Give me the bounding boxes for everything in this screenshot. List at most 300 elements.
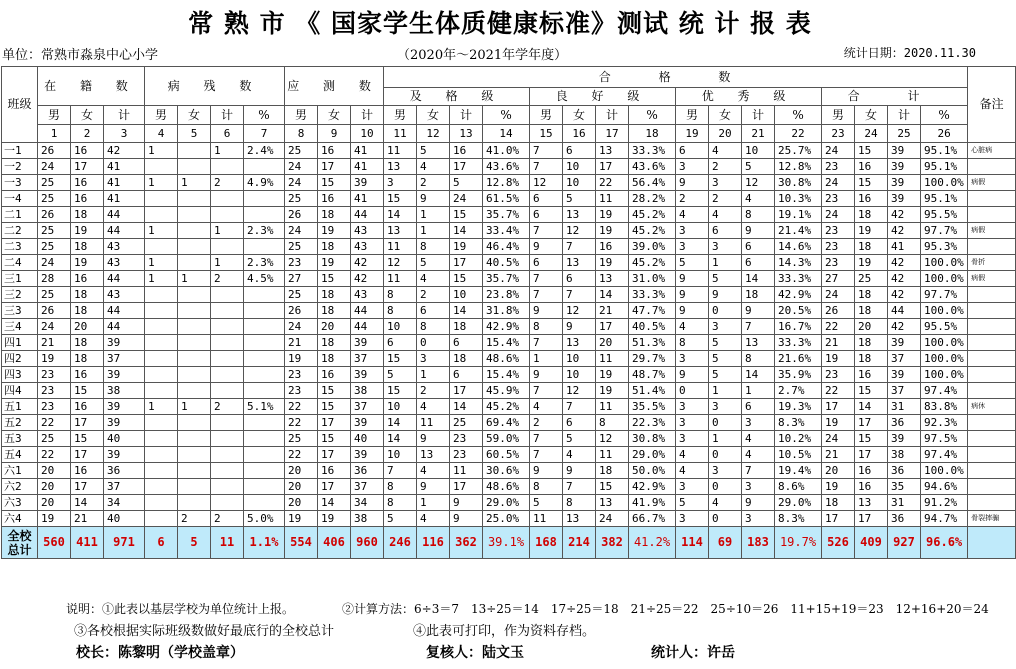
- total-cell: 927: [888, 527, 921, 559]
- table-cell: 1: [709, 383, 742, 399]
- class-name: 六1: [2, 463, 38, 479]
- table-cell: 22: [285, 399, 318, 415]
- subheader-sum: 计: [450, 106, 483, 125]
- remark-cell: [968, 303, 1016, 319]
- table-cell: 5: [676, 495, 709, 511]
- table-cell: [211, 383, 244, 399]
- table-cell: 7: [530, 159, 563, 175]
- header-good-level: 良 好 级: [530, 88, 676, 106]
- table-cell: 15: [855, 175, 888, 191]
- subheader-male: 男: [676, 106, 709, 125]
- table-cell: 24: [822, 175, 855, 191]
- table-cell: 8: [417, 319, 450, 335]
- table-cell: 6: [530, 255, 563, 271]
- table-cell: 40.5%: [629, 319, 676, 335]
- table-cell: 19: [450, 239, 483, 255]
- table-row: [2, 255, 1016, 271]
- table-cell: 37: [104, 479, 145, 495]
- column-number: 22: [775, 125, 822, 143]
- table-cell: 10: [450, 287, 483, 303]
- column-number: 12: [417, 125, 450, 143]
- table-cell: 41: [888, 239, 921, 255]
- table-cell: 39: [351, 175, 384, 191]
- total-cell: 1.1%: [244, 527, 285, 559]
- remark-cell: [968, 367, 1016, 383]
- class-name: 一3: [2, 175, 38, 191]
- table-cell: 1: [178, 399, 211, 415]
- total-cell: 69: [709, 527, 742, 559]
- table-cell: [244, 431, 285, 447]
- table-cell: [145, 239, 178, 255]
- table-cell: 92.3%: [921, 415, 968, 431]
- table-cell: 17: [822, 399, 855, 415]
- table-cell: 24: [38, 159, 71, 175]
- table-cell: 16: [71, 175, 104, 191]
- table-row: [2, 415, 1016, 431]
- table-cell: 15: [318, 431, 351, 447]
- table-cell: 1: [709, 431, 742, 447]
- table-cell: 16: [855, 159, 888, 175]
- table-cell: [244, 287, 285, 303]
- table-cell: 14: [742, 367, 775, 383]
- table-cell: 7: [742, 463, 775, 479]
- table-cell: 3: [709, 175, 742, 191]
- table-cell: 23: [822, 159, 855, 175]
- table-cell: [178, 351, 211, 367]
- table-cell: 10: [563, 175, 596, 191]
- table-cell: 6: [563, 271, 596, 287]
- column-number: 25: [888, 125, 921, 143]
- table-cell: [211, 479, 244, 495]
- column-number: 5: [178, 125, 211, 143]
- table-cell: 6: [563, 415, 596, 431]
- table-cell: 2.7%: [775, 383, 822, 399]
- table-cell: 1: [417, 207, 450, 223]
- table-cell: 42: [888, 255, 921, 271]
- table-cell: 16: [318, 367, 351, 383]
- table-cell: [244, 191, 285, 207]
- subheader-female: 女: [178, 106, 211, 125]
- subheader-pct: %: [775, 106, 822, 125]
- table-cell: 4: [676, 319, 709, 335]
- table-cell: 18: [318, 239, 351, 255]
- table-cell: 21.6%: [775, 351, 822, 367]
- table-cell: 5: [709, 367, 742, 383]
- class-name: 四4: [2, 383, 38, 399]
- class-name: 二2: [2, 223, 38, 239]
- table-cell: 31.8%: [483, 303, 530, 319]
- table-cell: 1: [742, 383, 775, 399]
- table-cell: 8: [563, 495, 596, 511]
- table-cell: 9: [563, 319, 596, 335]
- table-cell: 18: [855, 239, 888, 255]
- remark-cell: [968, 239, 1016, 255]
- table-cell: 9: [563, 463, 596, 479]
- total-cell: 5: [178, 527, 211, 559]
- column-number: 9: [318, 125, 351, 143]
- table-cell: 43: [104, 255, 145, 271]
- table-cell: 41: [104, 159, 145, 175]
- table-cell: 6: [450, 367, 483, 383]
- table-cell: 24: [822, 207, 855, 223]
- table-cell: 8: [676, 335, 709, 351]
- table-cell: 22: [38, 415, 71, 431]
- table-cell: 83.8%: [921, 399, 968, 415]
- table-cell: 23: [450, 447, 483, 463]
- table-cell: 2: [709, 191, 742, 207]
- column-number: 14: [483, 125, 530, 143]
- table-cell: 23.8%: [483, 287, 530, 303]
- table-row: [2, 159, 1016, 175]
- table-cell: 24: [450, 191, 483, 207]
- table-cell: 51.4%: [629, 383, 676, 399]
- table-cell: 4.9%: [244, 175, 285, 191]
- table-cell: [145, 447, 178, 463]
- table-cell: 1: [417, 495, 450, 511]
- table-cell: 27: [822, 271, 855, 287]
- class-name: 三3: [2, 303, 38, 319]
- remark-cell: 病假: [968, 223, 1016, 239]
- table-cell: 18: [71, 335, 104, 351]
- table-cell: 13: [563, 255, 596, 271]
- table-cell: 16: [71, 143, 104, 159]
- table-cell: 97.5%: [921, 431, 968, 447]
- table-cell: 19: [318, 511, 351, 527]
- table-cell: 22: [822, 319, 855, 335]
- table-cell: 1: [530, 351, 563, 367]
- table-cell: 7: [530, 447, 563, 463]
- class-name: 四1: [2, 335, 38, 351]
- total-cell: 39.1%: [483, 527, 530, 559]
- column-number: 3: [104, 125, 145, 143]
- table-cell: 9: [676, 303, 709, 319]
- class-name: 二3: [2, 239, 38, 255]
- column-number: 15: [530, 125, 563, 143]
- table-cell: 9: [742, 495, 775, 511]
- header-qualified: 合 格 数: [384, 67, 968, 88]
- table-cell: 37: [351, 351, 384, 367]
- table-cell: 3: [676, 431, 709, 447]
- subheader-male: 男: [285, 106, 318, 125]
- table-cell: 14: [318, 495, 351, 511]
- table-cell: 8.3%: [775, 415, 822, 431]
- column-number: 16: [563, 125, 596, 143]
- table-cell: 5: [676, 255, 709, 271]
- table-cell: [145, 495, 178, 511]
- table-cell: 26: [38, 143, 71, 159]
- table-cell: 26: [822, 303, 855, 319]
- table-cell: 7: [530, 383, 563, 399]
- table-cell: 2.3%: [244, 223, 285, 239]
- table-cell: 1: [178, 175, 211, 191]
- table-cell: 7: [530, 287, 563, 303]
- column-number: 17: [596, 125, 629, 143]
- column-number: 8: [285, 125, 318, 143]
- table-cell: [178, 303, 211, 319]
- table-cell: 48.6%: [483, 351, 530, 367]
- table-cell: 39.0%: [629, 239, 676, 255]
- table-cell: 7: [563, 287, 596, 303]
- table-cell: 7: [563, 399, 596, 415]
- table-cell: 100.0%: [921, 463, 968, 479]
- table-cell: 1: [145, 143, 178, 159]
- table-cell: 15.4%: [483, 367, 530, 383]
- table-cell: 14: [742, 271, 775, 287]
- table-cell: 12: [596, 431, 629, 447]
- table-cell: 40: [104, 431, 145, 447]
- table-cell: 44: [351, 303, 384, 319]
- table-cell: 35.5%: [629, 399, 676, 415]
- table-cell: 11: [530, 511, 563, 527]
- table-cell: 59.0%: [483, 431, 530, 447]
- table-cell: 0: [417, 335, 450, 351]
- table-cell: 18: [71, 207, 104, 223]
- table-cell: 38: [888, 447, 921, 463]
- header-qualified-total: 合 计: [822, 88, 968, 106]
- table-cell: 33.3%: [629, 287, 676, 303]
- class-name: 五3: [2, 431, 38, 447]
- table-cell: 20.5%: [775, 303, 822, 319]
- table-cell: 39: [351, 367, 384, 383]
- table-cell: 14: [855, 399, 888, 415]
- table-cell: 11: [596, 399, 629, 415]
- table-cell: 19: [38, 511, 71, 527]
- table-cell: [145, 383, 178, 399]
- table-cell: 1: [145, 255, 178, 271]
- table-cell: [211, 159, 244, 175]
- table-cell: [244, 335, 285, 351]
- table-row: [2, 303, 1016, 319]
- table-cell: 22: [285, 447, 318, 463]
- table-cell: 33.3%: [775, 335, 822, 351]
- total-cell: 96.6%: [921, 527, 968, 559]
- table-cell: 11: [596, 351, 629, 367]
- table-cell: 19: [822, 351, 855, 367]
- table-cell: 16: [855, 479, 888, 495]
- table-cell: 39: [351, 335, 384, 351]
- table-cell: 9: [676, 271, 709, 287]
- table-cell: [211, 207, 244, 223]
- table-cell: 26: [285, 303, 318, 319]
- table-cell: 19: [71, 223, 104, 239]
- table-cell: 23: [38, 399, 71, 415]
- remark-cell: 病休: [968, 399, 1016, 415]
- table-cell: 4.5%: [244, 271, 285, 287]
- total-cell: 114: [676, 527, 709, 559]
- table-cell: 25: [38, 191, 71, 207]
- subheader-male: 男: [145, 106, 178, 125]
- subheader-pct: %: [921, 106, 968, 125]
- table-cell: 16: [318, 143, 351, 159]
- table-cell: 29.0%: [629, 447, 676, 463]
- table-cell: 41: [351, 143, 384, 159]
- table-cell: 16: [71, 271, 104, 287]
- remark-cell: [968, 207, 1016, 223]
- table-cell: 28: [38, 271, 71, 287]
- subheader-male: 男: [822, 106, 855, 125]
- table-cell: 20: [822, 463, 855, 479]
- table-cell: 12: [563, 223, 596, 239]
- table-cell: 33.3%: [629, 143, 676, 159]
- table-cell: 44: [888, 303, 921, 319]
- header-disabled: 病 残 数: [145, 67, 285, 106]
- remark-cell: 骨裂摔骟: [968, 511, 1016, 527]
- table-cell: 95.3%: [921, 239, 968, 255]
- table-cell: 15: [71, 431, 104, 447]
- table-cell: 66.7%: [629, 511, 676, 527]
- table-cell: 4: [563, 447, 596, 463]
- table-cell: 3: [709, 319, 742, 335]
- table-cell: 25: [450, 415, 483, 431]
- table-cell: 13: [855, 495, 888, 511]
- table-cell: [178, 463, 211, 479]
- table-cell: 21: [38, 335, 71, 351]
- class-name: 三1: [2, 271, 38, 287]
- table-cell: 35: [888, 479, 921, 495]
- table-row: [2, 175, 1016, 191]
- table-cell: 3: [676, 223, 709, 239]
- table-cell: 5.1%: [244, 399, 285, 415]
- table-cell: 8: [384, 287, 417, 303]
- table-cell: 4: [742, 447, 775, 463]
- table-cell: [211, 415, 244, 431]
- table-cell: 11: [384, 271, 417, 287]
- table-cell: 18: [450, 351, 483, 367]
- table-cell: 3: [676, 399, 709, 415]
- table-cell: 13: [563, 511, 596, 527]
- table-cell: 40: [104, 511, 145, 527]
- table-cell: 11: [450, 463, 483, 479]
- subheader-female: 女: [563, 106, 596, 125]
- table-cell: 2: [178, 511, 211, 527]
- table-cell: 5: [384, 367, 417, 383]
- table-cell: 21: [285, 335, 318, 351]
- table-cell: 42: [351, 255, 384, 271]
- table-cell: 8: [530, 319, 563, 335]
- table-cell: 13: [563, 207, 596, 223]
- table-cell: 18: [855, 207, 888, 223]
- report-date: 统计日期：2020.11.30: [843, 46, 976, 60]
- table-cell: 12: [563, 383, 596, 399]
- table-cell: 20: [285, 463, 318, 479]
- table-cell: [244, 415, 285, 431]
- table-cell: 44: [104, 319, 145, 335]
- remark-cell: 骨折: [968, 255, 1016, 271]
- table-row: [2, 383, 1016, 399]
- table-cell: 15: [318, 399, 351, 415]
- table-cell: 14: [384, 431, 417, 447]
- table-cell: 7: [563, 239, 596, 255]
- table-cell: 22.3%: [629, 415, 676, 431]
- table-cell: 44: [104, 223, 145, 239]
- class-name: 一1: [2, 143, 38, 159]
- subheader-sum: 计: [596, 106, 629, 125]
- table-cell: 15: [71, 383, 104, 399]
- table-cell: 16: [855, 463, 888, 479]
- column-number: 10: [351, 125, 384, 143]
- table-cell: 43: [351, 223, 384, 239]
- table-cell: [211, 463, 244, 479]
- table-cell: 48.7%: [629, 367, 676, 383]
- table-row: [2, 143, 1016, 159]
- table-cell: 1: [417, 223, 450, 239]
- table-cell: 9: [742, 303, 775, 319]
- remark-cell: [968, 335, 1016, 351]
- table-cell: 3: [742, 415, 775, 431]
- remark-cell: [968, 319, 1016, 335]
- subheader-pct: %: [483, 106, 530, 125]
- class-name: 六2: [2, 479, 38, 495]
- table-cell: [211, 287, 244, 303]
- table-cell: 22: [822, 383, 855, 399]
- table-cell: 35.9%: [775, 367, 822, 383]
- remark-cell: [968, 447, 1016, 463]
- table-cell: [244, 303, 285, 319]
- table-cell: 11: [417, 415, 450, 431]
- table-cell: 10: [384, 399, 417, 415]
- table-cell: 11: [596, 191, 629, 207]
- column-number: 18: [629, 125, 676, 143]
- subheader-pct: %: [629, 106, 676, 125]
- subheader-female: 女: [71, 106, 104, 125]
- table-cell: [178, 143, 211, 159]
- table-cell: 18: [450, 319, 483, 335]
- table-cell: [244, 159, 285, 175]
- school-year: （2020年～2021年学年度）: [397, 48, 568, 63]
- total-cell: 362: [450, 527, 483, 559]
- table-cell: 36: [351, 463, 384, 479]
- table-cell: 9: [417, 431, 450, 447]
- total-cell: 560: [38, 527, 71, 559]
- class-name: 四2: [2, 351, 38, 367]
- table-cell: 23: [822, 223, 855, 239]
- table-cell: 94.7%: [921, 511, 968, 527]
- total-cell: 6: [145, 527, 178, 559]
- table-cell: 16: [318, 463, 351, 479]
- table-cell: 16: [71, 463, 104, 479]
- table-cell: 1: [211, 143, 244, 159]
- table-cell: 2: [211, 511, 244, 527]
- table-cell: [178, 447, 211, 463]
- table-cell: 19: [285, 511, 318, 527]
- table-cell: 15: [596, 479, 629, 495]
- table-cell: 0: [709, 415, 742, 431]
- table-cell: 31: [888, 495, 921, 511]
- table-cell: 22: [596, 175, 629, 191]
- table-cell: [211, 495, 244, 511]
- table-cell: 42: [888, 287, 921, 303]
- table-cell: 19: [318, 223, 351, 239]
- table-cell: 16: [450, 143, 483, 159]
- table-cell: 9: [450, 511, 483, 527]
- table-cell: 6: [742, 399, 775, 415]
- table-cell: 45.2%: [629, 255, 676, 271]
- table-cell: 100.0%: [921, 175, 968, 191]
- principal-signature: 校长：陈黎明（学校盖章）: [76, 645, 244, 661]
- table-cell: 4: [417, 463, 450, 479]
- table-cell: 47.7%: [629, 303, 676, 319]
- table-cell: [211, 351, 244, 367]
- report-title: 常 熟 市 《 国家学生体质健康标准》测试 统 计 报 表: [188, 9, 812, 38]
- table-cell: 3: [417, 351, 450, 367]
- table-cell: 6: [742, 255, 775, 271]
- subheader-sum: 计: [211, 106, 244, 125]
- header-class: 班级: [2, 67, 38, 143]
- table-cell: 16: [855, 191, 888, 207]
- table-cell: 39: [351, 415, 384, 431]
- table-cell: [145, 287, 178, 303]
- table-cell: 3: [709, 399, 742, 415]
